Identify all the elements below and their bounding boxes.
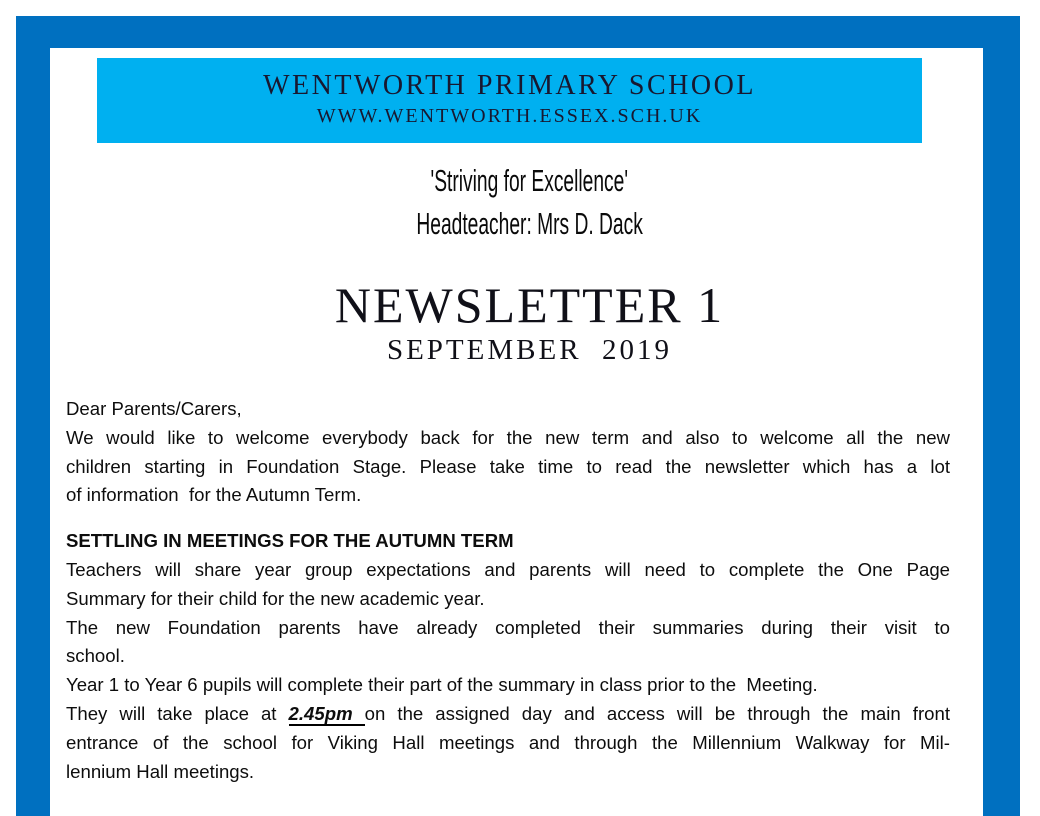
intro-line-2: children starting in Foundation Stage. Please take time to read the newsletter which has a lot: [66, 455, 950, 477]
section-line-7: lennium Hall meetings.: [66, 760, 255, 782]
newsletter-body: [66, 395, 950, 786]
meeting-time-line: [66, 700, 950, 729]
section-line-6: entrance of the school for Viking Hall meetings and through the Millennium Walkway for Mil-: [66, 731, 950, 753]
header-block: [63, 163, 996, 367]
greeting-line: Dear Parents/Carers,: [66, 398, 242, 419]
meeting-time-before: They will take place at: [66, 702, 289, 724]
section-line-3: The new Foundation parents have already completed their summaries during their visit to: [66, 616, 950, 638]
section-line-2: Summary for their child for the new academic year.: [66, 587, 485, 609]
intro-line-1: We would like to welcome everybody back for the new term and also to welcome all the new: [66, 426, 950, 448]
school-banner: [97, 58, 922, 143]
meeting-time: 2.45pm: [288, 702, 365, 724]
intro-line-3: of information for the Autumn Term.: [66, 484, 362, 506]
section-line-5: Year 1 to Year 6 pupils will complete their part of the summary in class prior to the Meeting.: [66, 674, 818, 696]
section-line-1: Teachers will share year group expectations and parents will need to complete the One Page: [66, 558, 950, 580]
meeting-time-after: on the assigned day and access will be through the main front: [364, 702, 951, 724]
school-name: WENTWORTH PRIMARY SCHOOL: [263, 70, 756, 101]
paragraph-spacer: [66, 510, 950, 527]
motto-line: [63, 163, 996, 205]
headteacher-name: Headteacher: Mrs D. Dack: [416, 206, 643, 241]
newsletter-page: [50, 48, 983, 816]
section-heading: SETTLING IN MEETINGS FOR THE AUTUMN TERM: [66, 530, 514, 552]
school-website: WWW.WENTWORTH.ESSEX.SCH.UK: [316, 105, 703, 127]
school-motto: 'Striving for Excellence': [430, 163, 629, 198]
newsletter-date: SEPTEMBER 2019: [386, 334, 673, 366]
headteacher-line: [63, 205, 996, 249]
section-line-4: school.: [66, 645, 125, 667]
newsletter-title: NEWSLETTER 1: [334, 277, 725, 333]
page-border-frame: [16, 16, 1020, 816]
